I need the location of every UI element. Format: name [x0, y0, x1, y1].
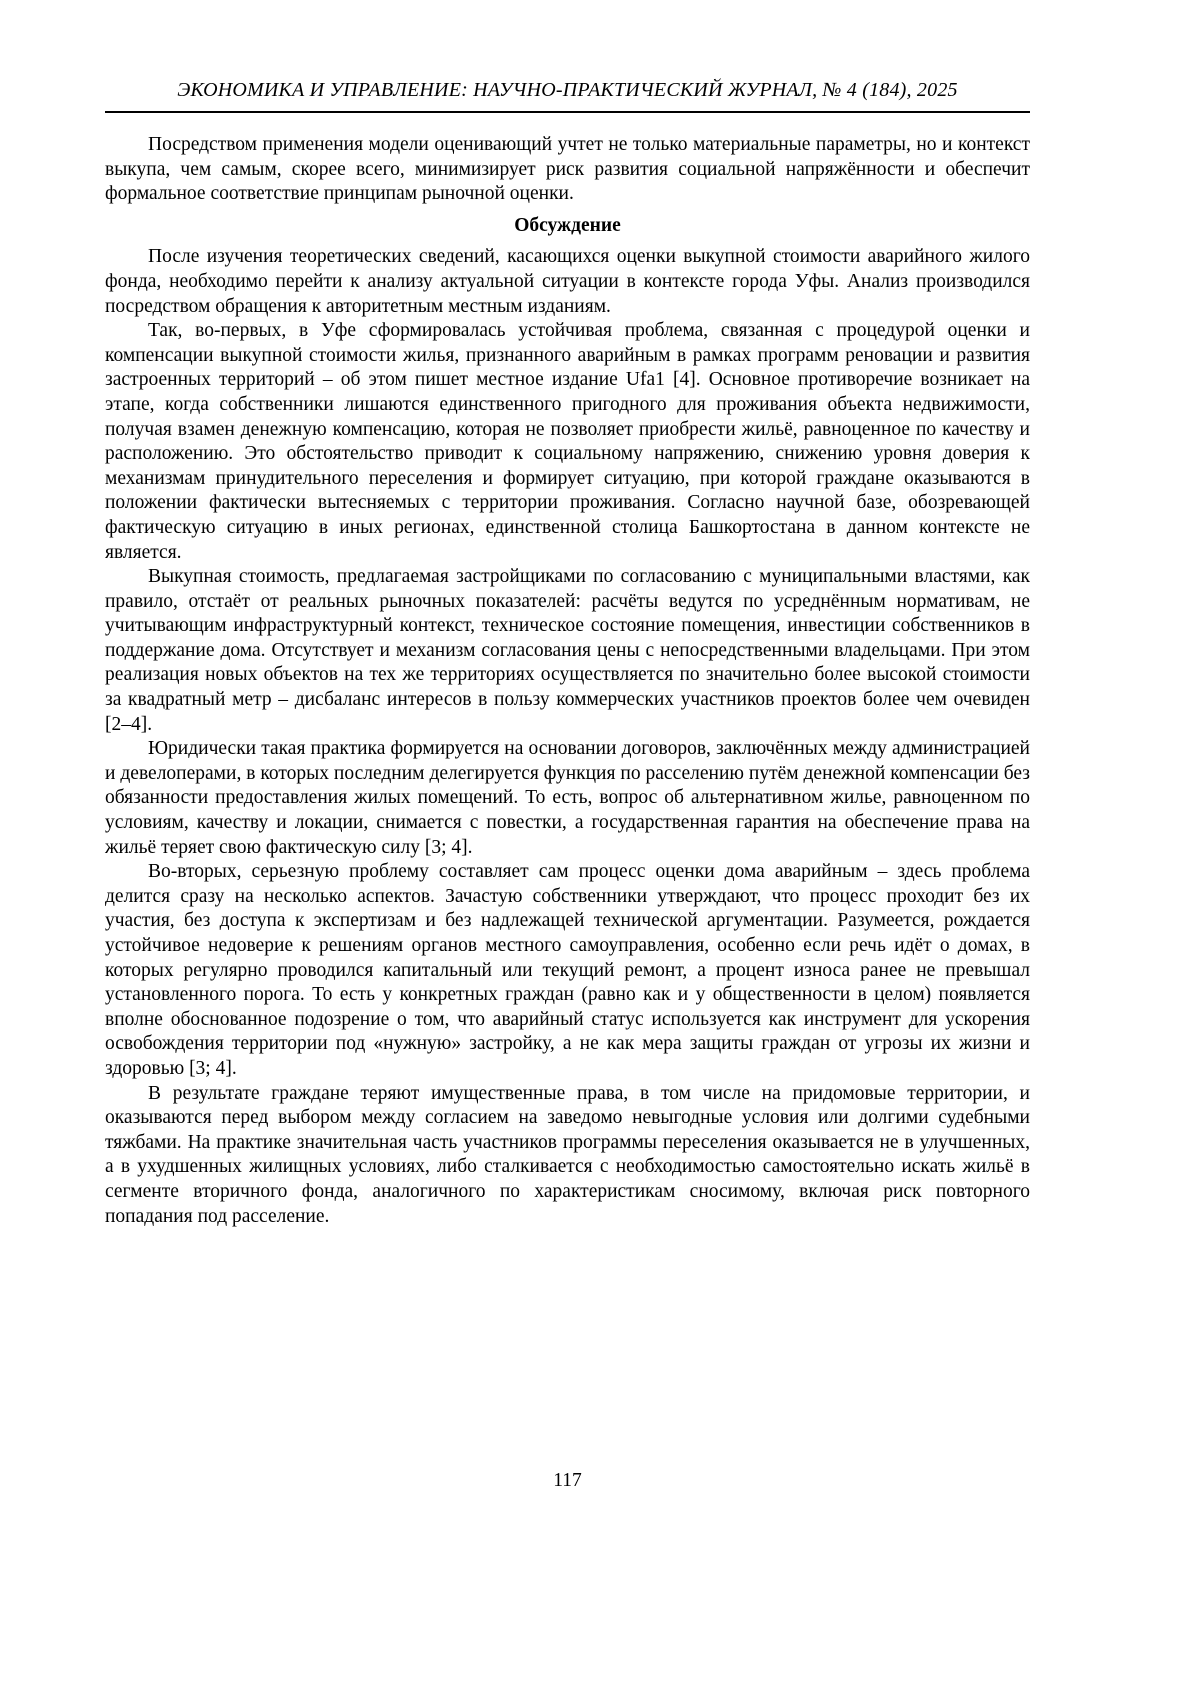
article-body: [105, 133, 1030, 1229]
page-number: 117: [553, 1470, 582, 1491]
paragraph-5: Во-вторых, серьезную проблему составляет сам процесс оценки дома аварийным – здесь проблема делится сразу на несколько аспектов. Зачастую собственники утверждают, что процесс проходит без их участия, без доступа к экспертизам и без надлежащей технической аргументации. Разумеется, рождается устойчивое недоверие к решениям органов местного самоуправления, особенно если речь идёт о домах, в которых регулярно проводился капитальный или текущий ремонт, а процент износа ранее не превышал установленного порога. То есть у конкретных граждан (равно как и у общественности в целом) появляется вполне обоснованное подозрение о том, что аварийный статус используется как инструмент для ускорения освобождения территории под «нужную» застройку, а не как мера защиты граждан от угрозы их жизни и здоровью [3; 4].: [105, 861, 1030, 1079]
header-rule: [105, 111, 1030, 113]
paragraph-1: После изучения теоретических сведений, касающихся оценки выкупной стоимости аварийного жилого фонда, необходимо перейти к анализу актуальной ситуации в контексте города Уфы. Анализ производился посредством обращения к авторитетным местным изданиям.: [105, 246, 1030, 317]
section-heading-discussion: Обсуждение: [514, 214, 621, 236]
paragraph-3: Выкупная стоимость, предлагаемая застройщиками по согласованию с муниципальными властями, как правило, отстаёт от реальных рыночных показателей: расчёты ведутся по усреднённым нормативам, не учитывающим инфраструктурный контекст, техническое состояние помещения, инвестиции собственников в поддержание дома. Отсутствует и механизм согласования цены с непосредственными владельцами. При этом реализация новых объектов на тех же территориях осуществляется по значительно более высокой стоимости за квадратный метр – дисбаланс интересов в пользу коммерческих участников проектов более чем очевиден [2–4].: [105, 566, 1030, 735]
journal-title: ЭКОНОМИКА И УПРАВЛЕНИЕ: НАУЧНО-ПРАКТИЧЕСКИЙ ЖУРНАЛ, № 4 (184), 2025: [177, 79, 958, 101]
paragraph-4: Юридически такая практика формируется на основании договоров, заключённых между администрацией и девелоперами, в которых последним делегируется функция по расселению путём денежной компенсации без обязанности предоставления жилых помещений. То есть, вопрос об альтернативном жилье, равноценном по условиям, качеству и локации, снимается с повестки, а государственная гарантия на обеспечение права на жильё теряет свою фактическую силу [3; 4].: [105, 738, 1030, 858]
paragraph-6: В результате граждане теряют имущественные права, в том числе на придомовые территории, и оказываются перед выбором между согласием на заведомо невыгодные условия или долгими судебными тяжбами. На практике значительная часть участников программы переселения оказывается не в улучшенных, а в ухудшенных жилищных условиях, либо сталкивается с необходимостью самостоятельно искать жильё в сегменте вторичного фонда, аналогичного по характеристикам сносимому, включая риск повторного попадания под расселение.: [105, 1082, 1030, 1227]
paragraph-lead: Посредством применения модели оценивающий учтет не только материальные параметры, но и контекст выкупа, чем самым, скорее всего, минимизирует риск развития социальной напряжённости и обеспечит формальное соответствие принципам рыночной оценки.: [105, 134, 1030, 205]
paragraph-2: Так, во-первых, в Уфе сформировалась устойчивая проблема, связанная с процедурой оценки и компенсации выкупной стоимости жилья, признанного аварийным в рамках программ реновации и развития застроенных территорий – об этом пишет местное издание Ufa1 [4]. Основное противоречие возникает на этапе, когда собственники лишаются единственного пригодного для проживания объекта недвижимости, получая взамен денежную компенсацию, которая не позволяет приобрести жильё, равноценное по качеству и расположению. Это обстоятельство приводит к социальному напряжению, снижению уровня доверия к механизмам принудительного переселения и формирует ситуацию, при которой граждане оказываются в положении фактически вытесняемых с территории проживания. Согласно научной базе, обозревающей фактическую ситуацию в иных регионах, единственной столица Башкортостана в данном контексте не является.: [105, 320, 1030, 563]
page-header: [105, 78, 1030, 113]
